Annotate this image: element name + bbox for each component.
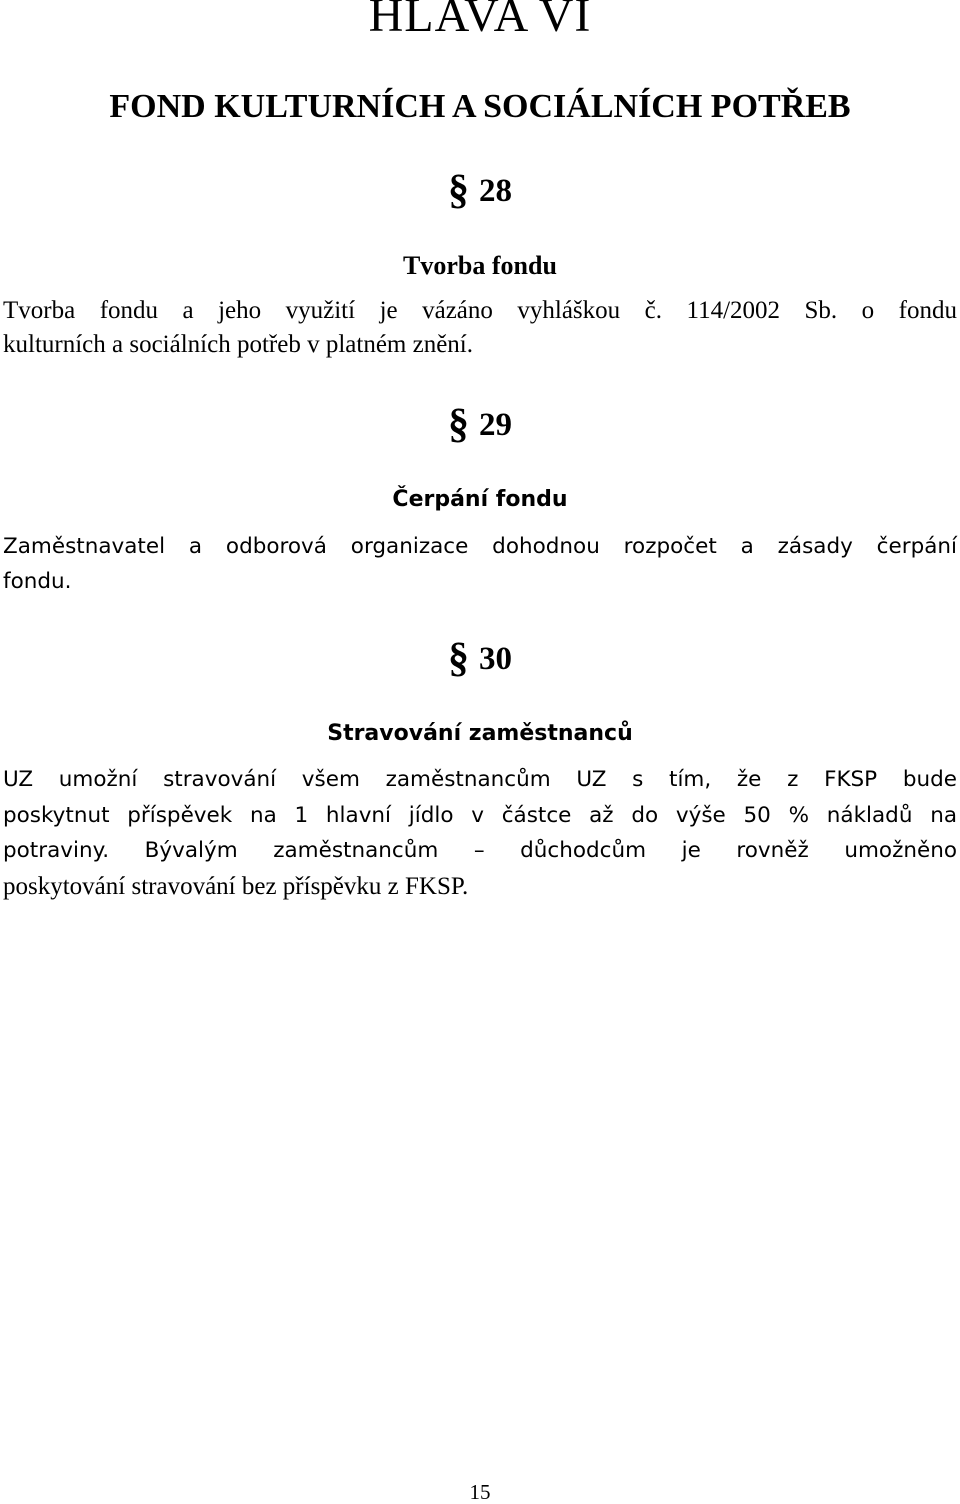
section-28-title: Tvorba fondu [403, 251, 557, 280]
paragraph-line: UZ umožní stravování všem zaměstnancům UZ s tím, že z FKSP bude [3, 767, 957, 792]
paragraph-line: poskytování stravování bez příspěvku z FKSP. [3, 872, 469, 900]
section-number: 29 [479, 407, 512, 443]
section-30-title: Stravování zaměstnanců [327, 721, 633, 746]
section-30-heading [0, 636, 960, 679]
section-28-paragraph [3, 294, 957, 362]
section-29-title: Čerpání fondu [392, 487, 568, 512]
chapter-title: HLAVA VI [368, 0, 592, 42]
paragraph-line: kulturních a sociálních potřeb v platném znění. [3, 331, 473, 358]
paragraph-line: Tvorba fondu a jeho využití je vázáno vyhláškou č. 114/2002 Sb. o fondu [3, 297, 957, 324]
section-29-paragraph [3, 529, 957, 599]
paragraph-line: poskytnut příspěvek na 1 hlavní jídlo v částce až do výše 50 % nákladů na [3, 802, 957, 828]
section-sign: § [448, 635, 469, 681]
paragraph-line: Zaměstnavatel a odborová organizace dohodnou rozpočet a zásady čerpání [3, 534, 957, 559]
paragraph-line: potraviny. Bývalým zaměstnancům – důchodcům je rovněž umožněno [3, 838, 957, 863]
section-number: 28 [479, 173, 512, 209]
page-number: 15 [469, 1480, 491, 1504]
section-number: 30 [479, 641, 512, 677]
section-29-heading [0, 402, 960, 445]
section-sign: § [448, 167, 469, 213]
section-sign: § [448, 401, 469, 447]
chapter-subtitle: FOND KULTURNÍCH A SOCIÁLNÍCH POTŘEB [109, 88, 851, 125]
section-30-paragraph [3, 762, 957, 904]
section-28-heading [0, 168, 960, 211]
paragraph-line: fondu. [3, 569, 72, 594]
